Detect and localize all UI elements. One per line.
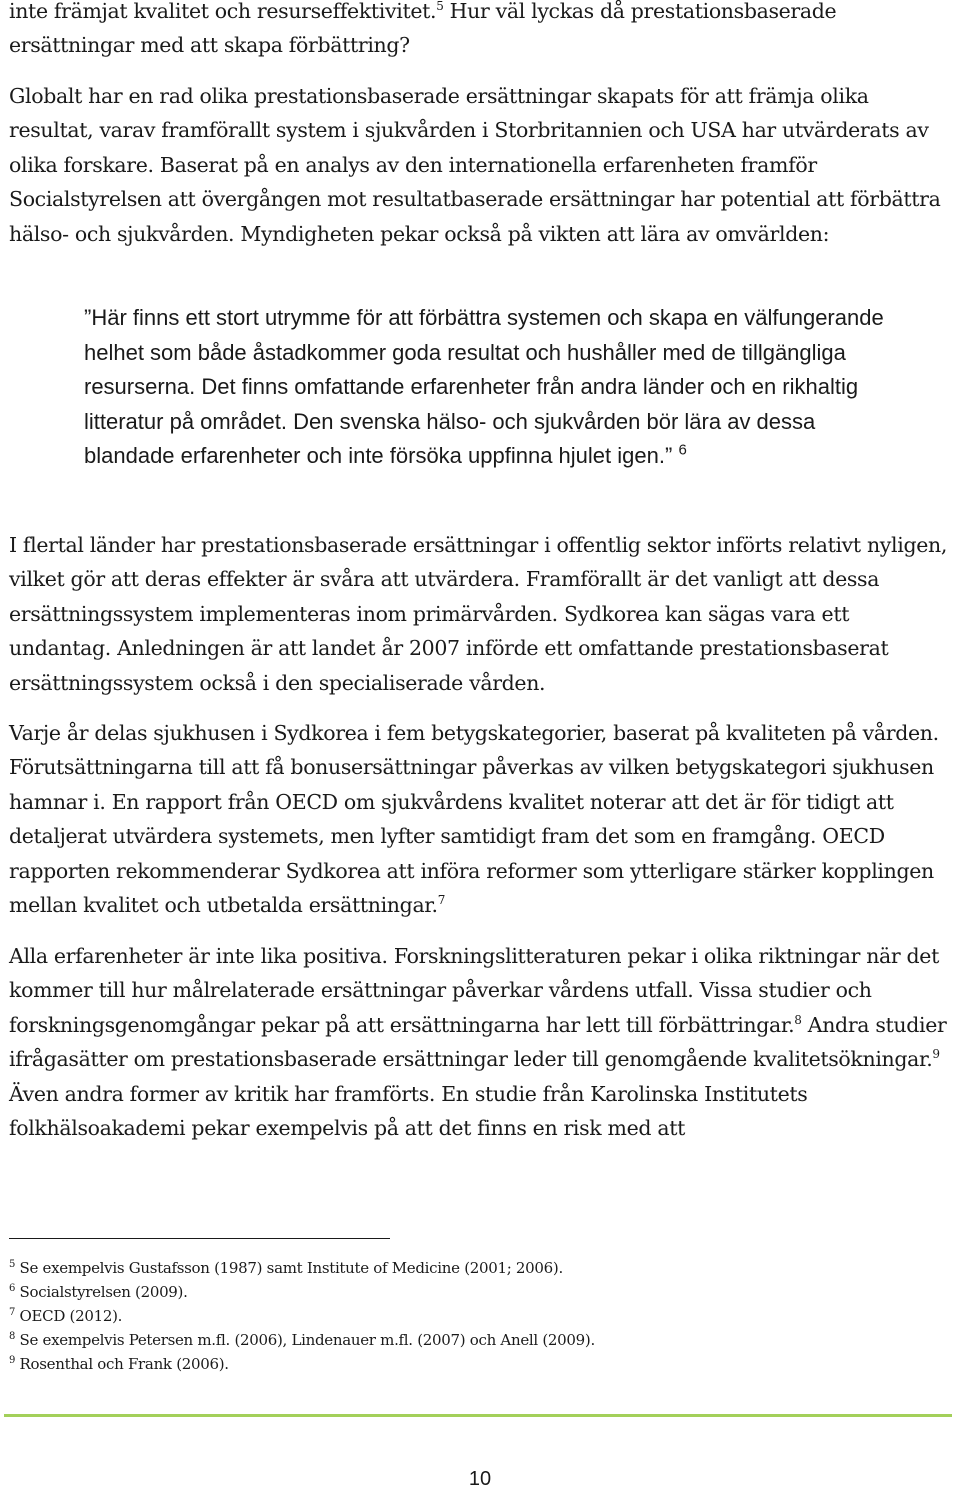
footnote-divider <box>9 1238 390 1239</box>
paragraph-text: inte främjat kvalitet och resurseffektivitet. <box>9 0 437 23</box>
footnote-text: Se exempelvis Gustafsson (1987) samt Institute of Medicine (2001; 2006). <box>19 1259 563 1277</box>
quote-text: Här finns ett stort utrymme för att förbättra systemen och skapa en välfungerande helhet som både åstadkommer goda resultat och hushåller med de tillgängliga resurserna. Det finns omfattande erfarenheter från andra länder och en rikhaltig litteratur på området. Den svenska hälso- och sjukvården bör lära av dessa blandade erfarenheter och inte försöka uppfinna hjulet igen. <box>84 305 884 469</box>
footnote-number: 6 <box>9 1283 16 1294</box>
paragraph-text: Andra studier ifrågasätter om prestationsbaserade ersättningar leder till genomgående kvalitetsökningar. <box>9 1012 947 1072</box>
paragraph-global: Globalt har en rad olika prestationsbaserade ersättningar skapats för att främja olika resultat, varav framförallt system i sjukvården i Storbritannien och USA har utvärderats av olika forskare. Baserat på en analys av den internationella erfarenheten framför Socialstyrelsen att övergången mot resultatbaserade ersättningar har potential att förbättra hälso- och sjukvården. Myndigheten pekar också på vikten att lära av omvärlden: <box>9 84 941 246</box>
paragraph-text: Även andra former av kritik har framförts. En studie från Karolinska Institutets folkhälsoakademi pekar exempelvis på att det finns en risk med att <box>9 1081 808 1141</box>
footnote-8 <box>9 1328 595 1352</box>
paragraph-intro <box>9 0 949 63</box>
footnote-ref-9[interactable]: 9 <box>932 1047 940 1062</box>
footnote-text: Rosenthal och Frank (2006). <box>19 1355 229 1373</box>
footnote-ref-6[interactable]: 6 <box>678 442 687 460</box>
quote-open-mark: ” <box>84 305 92 330</box>
footnote-number: 8 <box>9 1331 16 1342</box>
footnote-6 <box>9 1280 188 1304</box>
paragraph-text: Alla erfarenheter är inte lika positiva. Forskningslitteraturen pekar i olika riktningar när det kommer till hur målrelaterade ersättningar påverkar vårdens utfall. Vissa studier och forskningsgenomgångar pekar på att ersättningarna har lett till förbättringar. <box>9 944 939 1037</box>
footnote-text: Socialstyrelsen (2009). <box>19 1283 188 1301</box>
paragraph-text: Hur väl lyckas då prestationsbaserade ersättningar med att skapa förbättring? <box>9 0 837 58</box>
footnote-text: OECD (2012). <box>19 1307 123 1325</box>
footnote-7 <box>9 1304 122 1328</box>
footnote-number: 7 <box>9 1307 16 1318</box>
footnote-5 <box>9 1256 563 1280</box>
block-quote <box>84 301 884 474</box>
page-number: 10 <box>468 1468 492 1490</box>
paragraph-experiences <box>9 939 949 1145</box>
footnote-text: Se exempelvis Petersen m.fl. (2006), Lindenauer m.fl. (2007) och Anell (2009). <box>19 1331 595 1349</box>
paragraph-sydkorea <box>9 716 949 922</box>
footer-divider <box>4 1414 952 1417</box>
footnote-9 <box>9 1352 229 1376</box>
footnote-number: 9 <box>9 1355 16 1366</box>
footnote-ref-5[interactable]: 5 <box>436 0 444 14</box>
quote-close-mark: ” <box>664 443 673 469</box>
footnote-ref-8[interactable]: 8 <box>794 1012 802 1027</box>
footnote-ref-7[interactable]: 7 <box>437 893 445 908</box>
footnote-number: 5 <box>9 1259 16 1270</box>
paragraph-text: Varje år delas sjukhusen i Sydkorea i fem betygskategorier, baserat på kvaliteten på vården. Förutsättningarna till att få bonusersättningar påverkas av vilken betygskategori sjukhusen hamnar i. En rapport från OECD om sjukvårdens kvalitet noterar att det är för tidigt att detaljerat utvärdera systemets, men lyfter samtidigt fram det som en framgång. OECD rapporten rekommenderar Sydkorea att införa reformer som ytterligare stärker kopplingen mellan kvalitet och utbetalda ersättningar. <box>9 721 939 918</box>
paragraph-countries: I flertal länder har prestationsbaserade ersättningar i offentlig sektor införts relativt nyligen, vilket gör att deras effekter är svåra att utvärdera. Framförallt är det vanligt att dessa ersättningssystem implementeras inom primärvården. Sydkorea kan sägas vara ett undantag. Anledningen är att landet år 2007 införde ett omfattande prestationsbaserat ersättningssystem också i den specialiserade vården. <box>9 533 948 695</box>
